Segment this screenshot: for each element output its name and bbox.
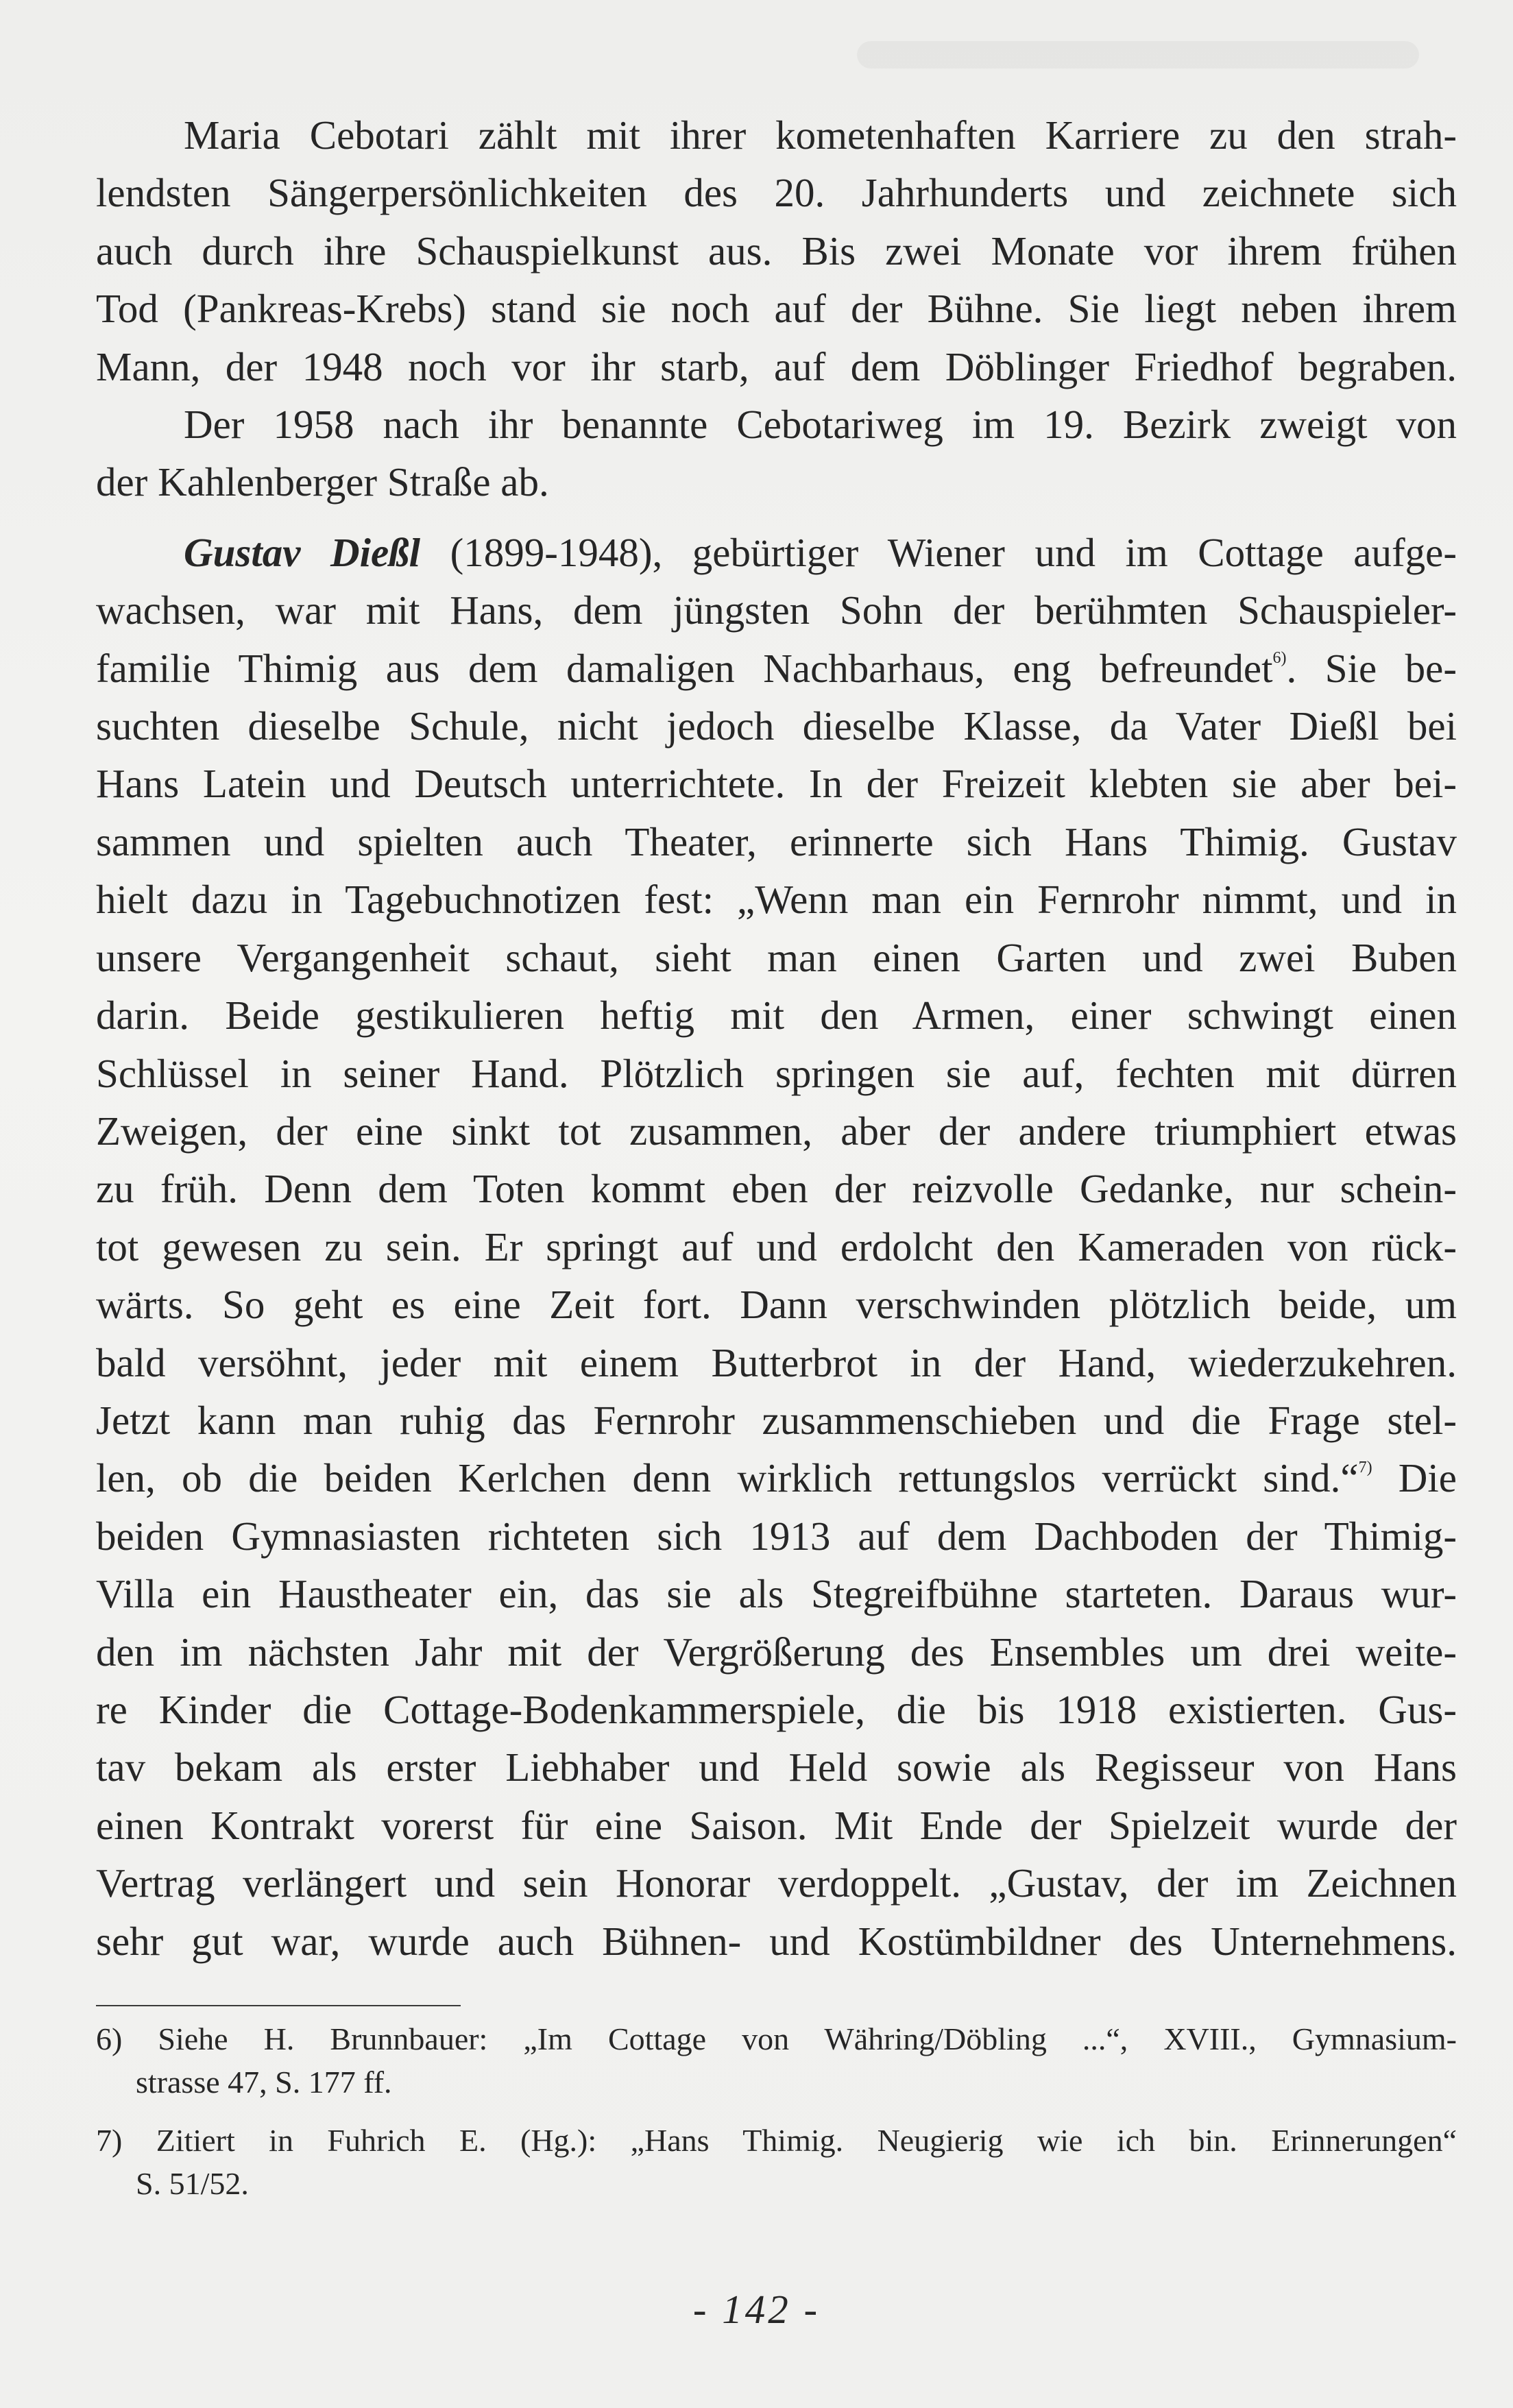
text-line: Zweigen, der eine sinkt tot zusammen, aber der andere triumphiert etwas [96,1108,1457,1154]
text-line: hielt dazu in Tagebuchnotizen fest: „Wenn man ein Fernrohr nimmt, und in [96,877,1457,923]
footnote-6 [96,2017,1457,2104]
text-line: den im nächsten Jahr mit der Vergrößerung des Ensembles um drei weite- [96,1629,1457,1675]
text-line: lendsten Sängerpersönlichkeiten des 20. Jahrhunderts und zeichnete sich [96,170,1457,216]
text-line: sammen und spielten auch Theater, erinnerte sich Hans Thimig. Gustav [96,818,1457,864]
text-line: wachsen, war mit Hans, dem jüngsten Sohn der berühmten Schauspieler- [96,587,1457,633]
footnotes [96,2017,1457,2220]
text-line: zu früh. Denn dem Toten kommt eben der reizvolle Gedanke, nur schein- [96,1166,1457,1212]
text-line: Der 1958 nach ihr benannte Cebotariweg im 19. Bezirk zweigt von [184,402,1457,448]
scan-smudge [857,41,1419,69]
paragraph-cebotariweg [96,396,1457,511]
page-number: - 142 - [692,2287,821,2332]
text-line: re Kinder die Cottage-Bodenkammerspiele, die bis 1918 existierten. Gus- [96,1686,1457,1732]
person-name: Gustav Dießl [184,529,421,575]
paragraph-cebotari [96,106,1457,396]
text-line: darin. Beide gestikulieren heftig mit den Armen, einer schwingt einen [96,993,1457,1038]
text-line: beiden Gymnasiasten richteten sich 1913 auf dem Dachboden der Thimig- [96,1513,1457,1559]
text-line: Tod (Pankreas-Krebs) stand sie noch auf der Bühne. Sie liegt neben ihrem [96,286,1457,332]
text-line: sehr gut war, wurde auch Bühnen- und Kostümbildner des Unternehmens. [96,1918,1457,1964]
text-line: Mann, der 1948 noch vor ihr starb, auf dem Döblinger Friedhof begraben. [96,343,1457,389]
text-fragment: len, ob die beiden Kerlchen denn wirklich rettungslos verrückt sind.“ [96,1455,1359,1501]
text-line: Schlüssel in seiner Hand. Plötzlich springen sie auf, fechten mit dürren [96,1050,1457,1096]
text-line: Maria Cebotari zählt mit ihrer kometenhaften Karriere zu den strah- [184,112,1457,158]
footnote-line: strasse 47, S. 177 ff. [136,2065,392,2100]
text-line [96,524,1457,581]
text-fragment: (1899-1948), gebürtiger Wiener und im Cottage aufge- [420,529,1457,575]
footnote-ref-7[interactable]: 7) [1358,1459,1372,1477]
footnote-separator [96,2005,461,2006]
text-fragment: familie Thimig aus dem damaligen Nachbarhaus, eng befreundet [96,645,1273,691]
footnote-line: 7) Zitiert in Fuhrich E. (Hg.): „Hans Thimig. Neugierig wie ich bin. Erinnerungen“ [96,2123,1457,2158]
text-line [96,1449,1457,1507]
text-line [96,640,1457,697]
body-text [96,106,1457,1970]
paragraph-diessl [96,524,1457,1970]
text-fragment: Die [1372,1455,1457,1501]
text-fragment: . Sie be- [1286,645,1457,691]
footnote-line: S. 51/52. [136,2166,249,2201]
text-line: Vertrag verlängert und sein Honorar verdoppelt. „Gustav, der im Zeichnen [96,1860,1457,1906]
text-line: bald versöhnt, jeder mit einem Butterbrot in der Hand, wiederzukehren. [96,1339,1457,1385]
text-line: wärts. So geht es eine Zeit fort. Dann verschwinden plötzlich beide, um [96,1282,1457,1328]
footnote-line: 6) Siehe H. Brunnbauer: „Im Cottage von Währing/Döbling ...“, XVIII., Gymnasium- [96,2021,1457,2056]
text-line: Hans Latein und Deutsch unterrichtete. In der Freizeit klebten sie aber bei- [96,761,1457,807]
text-line: Jetzt kann man ruhig das Fernrohr zusammenschieben und die Frage stel- [96,1397,1457,1443]
text-line: tot gewesen zu sein. Er springt auf und erdolcht den Kameraden von rück- [96,1224,1457,1269]
text-line: der Kahlenberger Straße ab. [96,459,549,505]
footnote-7 [96,2119,1457,2205]
footnote-ref-6[interactable]: 6) [1272,648,1287,667]
text-line: einen Kontrakt vorerst für eine Saison. Mit Ende der Spielzeit wurde der [96,1802,1457,1848]
text-line: suchten dieselbe Schule, nicht jedoch dieselbe Klasse, da Vater Dießl bei [96,703,1457,749]
text-line: unsere Vergangenheit schaut, sieht man einen Garten und zwei Buben [96,934,1457,980]
text-line: Villa ein Haustheater ein, das sie als Stegreifbühne starteten. Daraus wur- [96,1571,1457,1617]
text-line: tav bekam als erster Liebhaber und Held sowie als Regisseur von Hans [96,1744,1457,1790]
text-line: auch durch ihre Schauspielkunst aus. Bis zwei Monate vor ihrem frühen [96,228,1457,273]
